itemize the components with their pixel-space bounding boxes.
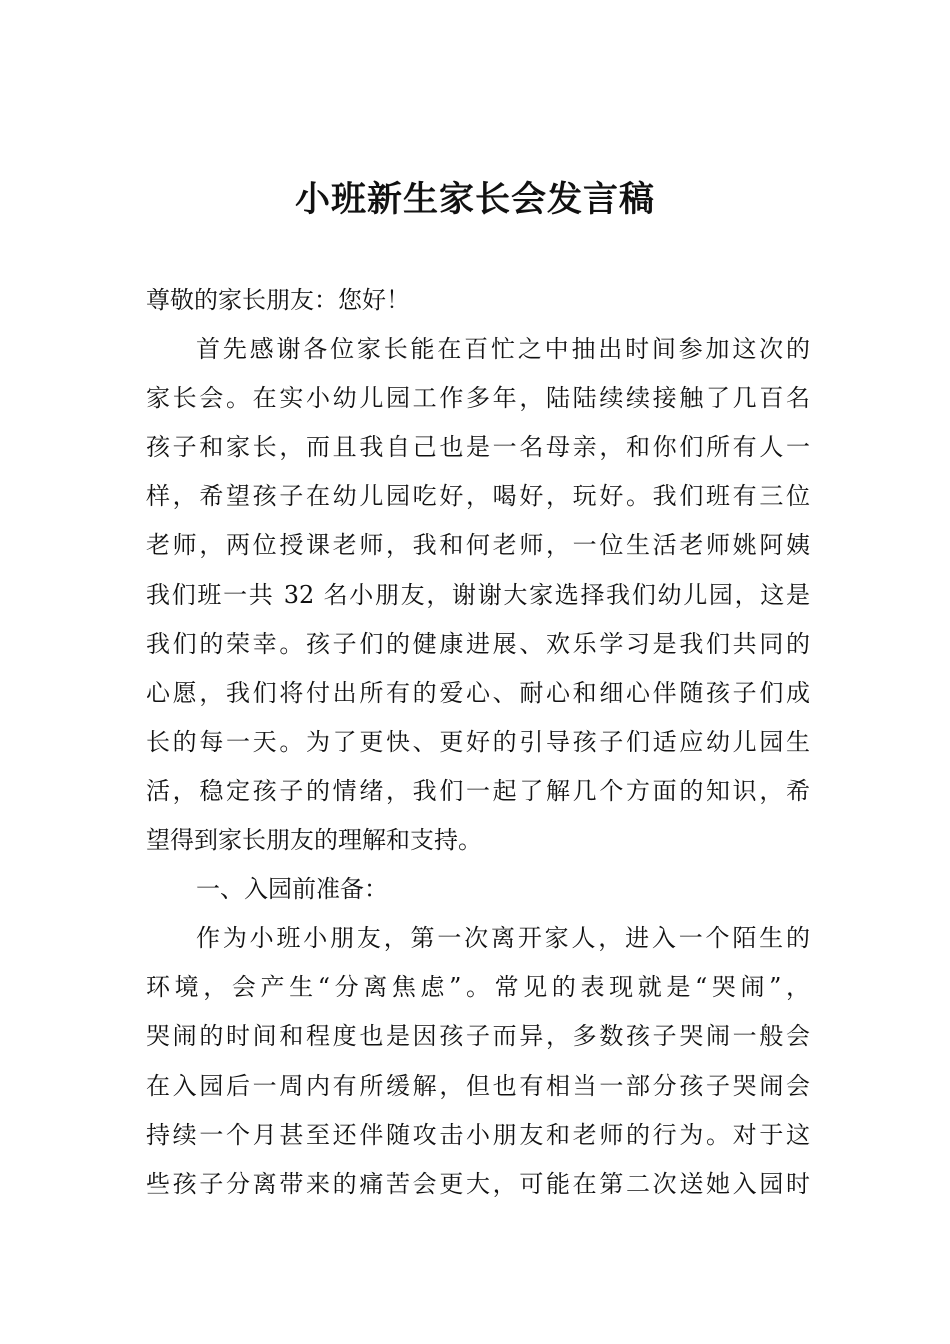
paragraph-line: 些孩子分离带来的痛苦会更大，可能在第二次送她入园时 xyxy=(146,1169,810,1198)
paragraph-line: 哭闹的时间和程度也是因孩子而异，多数孩子哭闹一般会 xyxy=(146,1022,810,1051)
section-heading: 一、入园前准备： xyxy=(196,875,388,904)
document-title: 小班新生家长会发言稿 xyxy=(294,179,655,220)
paragraph-line: 持续一个月甚至还伴随攻击小朋友和老师的行为。对于这 xyxy=(146,1120,810,1149)
paragraph-line: 样，希望孩子在幼儿园吃好，喝好，玩好。我们班有三位 xyxy=(146,482,810,511)
paragraph-line: 老师，两位授课老师，我和何老师，一位生活老师姚阿姨 xyxy=(146,531,810,560)
paragraph-line: 我们班一共 32 名小朋友，谢谢大家选择我们幼儿园，这是 xyxy=(146,580,810,609)
paragraph-line: 我们的荣幸。孩子们的健康进展、欢乐学习是我们共同的 xyxy=(146,629,810,658)
paragraph-line: 家长会。在实小幼儿园工作多年，陆陆续续接触了几百名 xyxy=(146,384,810,413)
paragraph-line: 环境，会产生“分离焦虑”。常见的表现就是“哭闹”， xyxy=(146,973,810,1002)
paragraph-line: 首先感谢各位家长能在百忙之中抽出时间参加这次的 xyxy=(196,335,810,364)
document-body xyxy=(146,276,810,1209)
paragraph-line: 长的每一天。为了更快、更好的引导孩子们适应幼儿园生 xyxy=(146,727,810,756)
paragraph-line: 在入园后一周内有所缓解，但也有相当一部分孩子哭闹会 xyxy=(146,1071,810,1100)
greeting-line: 尊敬的家长朋友：您好！ xyxy=(146,286,410,314)
paragraph-line: 望得到家长朋友的理解和支持。 xyxy=(146,826,482,855)
paragraph-line: 作为小班小朋友，第一次离开家人，进入一个陌生的 xyxy=(196,924,810,953)
paragraph-line: 活，稳定孩子的情绪，我们一起了解几个方面的知识，希 xyxy=(146,776,810,805)
paragraph-line: 心愿，我们将付出所有的爱心、耐心和细心伴随孩子们成 xyxy=(146,678,810,707)
paragraph-line: 孩子和家长，而且我自己也是一名母亲，和你们所有人一 xyxy=(146,433,810,462)
